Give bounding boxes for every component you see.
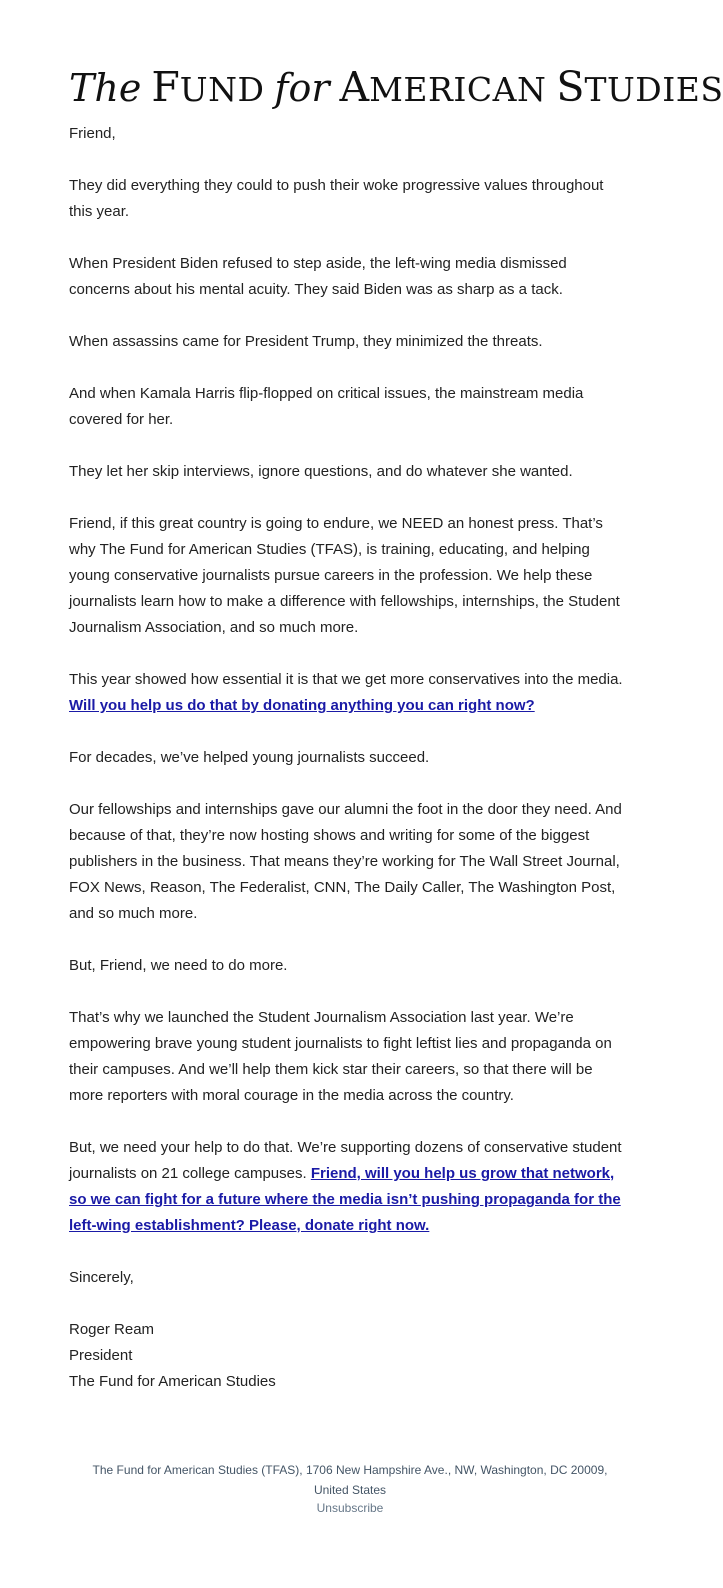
paragraph-8: For decades, we’ve helped young journalists succeed.	[69, 749, 430, 766]
paragraph-11: That’s why we launched the Student Journalism Association last year. We’re empowering brave young student journalists to fight leftist lies and propaganda on their campuses. And we’ll help them kick star their careers, so that there will be more reporters with moral courage in the media across the country.	[69, 1009, 612, 1104]
logo-for: for	[274, 66, 330, 110]
signature-org: The Fund for American Studies	[69, 1373, 276, 1390]
paragraph-5: They let her skip interviews, ignore questions, and do whatever she wanted.	[69, 463, 573, 480]
letter-body	[69, 121, 625, 1395]
paragraph-10: But, Friend, we need to do more.	[69, 957, 288, 974]
paragraph-1: They did everything they could to push their woke progressive values throughout this year.	[69, 177, 604, 220]
logo-american-initial: A	[339, 63, 370, 111]
greeting: Friend,	[69, 125, 116, 142]
signature-name: Roger Ream	[69, 1321, 155, 1338]
footer-address: The Fund for American Studies (TFAS), 1706 New Hampshire Ave., NW, Washington, DC 20009, United States	[92, 1463, 608, 1497]
donate-link-2[interactable]: Friend, will you help us grow that network, so we can fight for a future where the media isn’t pushing propaganda for the left-wing establishment? Please, donate right now.	[69, 1165, 621, 1234]
paragraph-7	[69, 667, 625, 719]
paragraph-7-text: This year showed how essential it is that we get more conservatives into the media.	[69, 671, 623, 688]
paragraph-3: When assassins came for President Trump, they minimized the threats.	[69, 333, 543, 350]
logo-studies-rest: TUDIES	[584, 70, 723, 109]
paragraph-12	[69, 1135, 625, 1239]
email-footer	[80, 1460, 620, 1516]
donate-link-1[interactable]: Will you help us do that by donating anything you can right now?	[69, 697, 535, 714]
unsubscribe-link[interactable]: Unsubscribe	[316, 1501, 384, 1515]
logo-american-rest: MERICAN	[369, 70, 547, 109]
logo-the: The	[69, 66, 142, 110]
logo-fund-initial: F	[151, 63, 180, 111]
paragraph-4: And when Kamala Harris flip-flopped on critical issues, the mainstream media covered for her.	[69, 385, 584, 428]
paragraph-9: Our fellowships and internships gave our alumni the foot in the door they need. And because of that, they’re now hosting shows and writing for some of the biggest publishers in the business. That means they’re working for The Wall Street Journal, FOX News, Reason, The Federalist, CNN, The Daily Caller, The Washington Post, and so much more.	[69, 801, 622, 922]
paragraph-6: Friend, if this great country is going to endure, we NEED an honest press. That’s why The Fund for American Studies (TFAS), is training, educating, and helping young conservative journalists pursue careers in the profession. We help these journalists learn how to make a difference with fellowships, internships, the Student Journalism Association, and so much more.	[69, 515, 620, 636]
signature-title: President	[69, 1347, 133, 1364]
signature-block	[69, 1317, 625, 1395]
paragraph-2: When President Biden refused to step aside, the left-wing media dismissed concerns about his mental acuity. They said Biden was as sharp as a tack.	[69, 255, 567, 298]
closing: Sincerely,	[69, 1269, 134, 1286]
paragraph-12-text: But, we need your help to do that. We’re supporting dozens of conservative student journalists on 21 college campuses.	[69, 1139, 622, 1182]
logo-studies-initial: S	[556, 63, 585, 111]
tfas-logo	[69, 62, 723, 112]
logo-fund-rest: UND	[179, 70, 265, 109]
